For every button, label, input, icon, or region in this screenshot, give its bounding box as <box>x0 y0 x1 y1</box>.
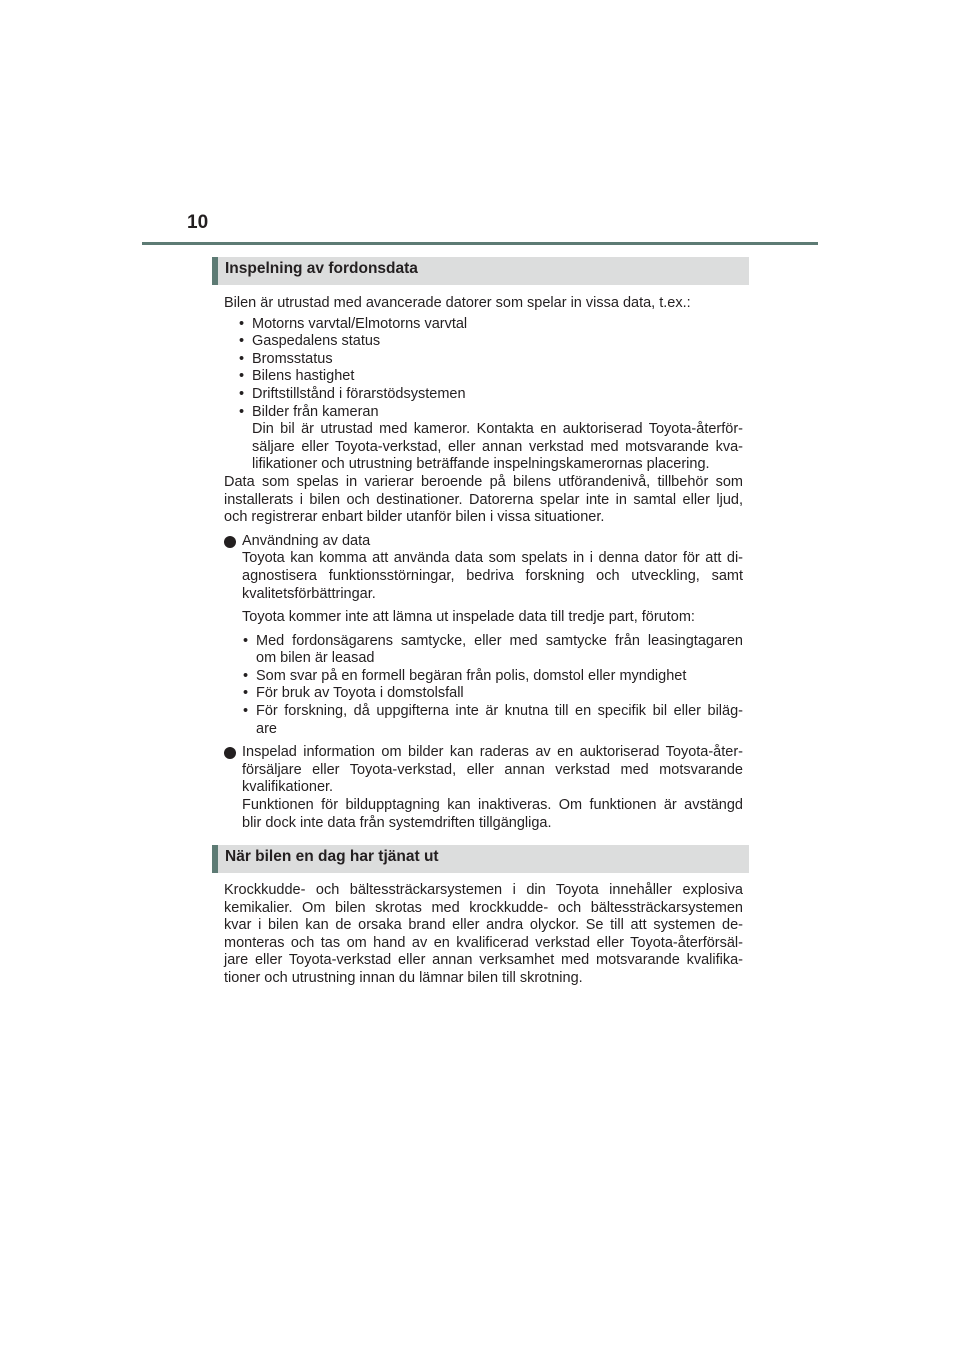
bullet-dot: • <box>243 703 249 720</box>
camera-note-line: lifikationer och utrustning beträffande inspelningskamerornas placering. <box>252 456 710 473</box>
third-party-text: Toyota kommer inte att lämna ut inspelade data till tredje part, förutom: <box>242 609 695 626</box>
section-heading-bar <box>212 257 218 285</box>
para-line: Data som spelas in varierar beroende på bilens utförandenivå, tillbehör som <box>224 473 743 490</box>
list-item-text: Bilens hastighet <box>252 368 355 385</box>
bullet-dot: • <box>239 315 245 332</box>
usage-item <box>224 533 743 551</box>
usage-title: Användning av data <box>242 532 371 549</box>
bullet-circle-icon <box>224 747 236 759</box>
list-item-text: Som svar på en formell begäran från polis, domstol eller myndighet <box>256 667 687 684</box>
erase-line: kvalifikationer. <box>242 779 334 796</box>
para-line: jare eller Toyota-verkstad eller annan verksamhet med motsvarande kvalifika- <box>224 952 743 969</box>
list-item-text: Motorns varvtal/Elmotorns varvtal <box>252 315 468 332</box>
list-item-text: Med fordonsägarens samtycke, eller med samtycke från leasingtagaren <box>256 632 743 649</box>
list-item-text: Bilder från kameran <box>252 403 379 420</box>
list-item-text: Driftstillstånd i förarstödsystemen <box>252 385 466 402</box>
bullet-circle-icon <box>224 536 236 548</box>
list-item <box>224 685 743 703</box>
list-item <box>224 703 743 721</box>
list-item-continuation: om bilen är leasad <box>256 650 375 667</box>
list-item-text: För bruk av Toyota i domstolsfall <box>256 685 464 702</box>
usage-line: kvalitetsförbättringar. <box>242 585 376 602</box>
bullet-dot: • <box>239 385 245 402</box>
section-recording-body <box>224 295 743 832</box>
bullet-dot: • <box>239 333 245 350</box>
page-number: 10 <box>187 212 209 233</box>
bullet-dot: • <box>239 403 245 420</box>
header-rule <box>142 242 818 245</box>
section-heading-title: Inspelning av fordonsdata <box>225 260 418 277</box>
para-line: kvar i bilen kan de orsaka brand eller andra olyckor. Se till att systemen de- <box>224 917 743 934</box>
list-item <box>224 351 743 369</box>
para-line: och registrerar enbart bilder utanför bilen i vissa situationer. <box>224 509 605 526</box>
list-item-text: För forskning, då uppgifterna inte är knutna till en specifik bil eller biläg- <box>256 703 743 720</box>
camera-note-line: säljare eller Toyota-verkstad, eller annan verkstad med motsvarande kva- <box>252 438 743 455</box>
usage-line: Toyota kan komma att använda data som spelats in i denna dator för att di- <box>242 550 743 567</box>
list-item <box>224 368 743 386</box>
erase-line: försäljare eller Toyota-verkstad, eller annan verkstad med motsvarande <box>242 761 743 778</box>
list-item <box>224 316 743 334</box>
list-item <box>224 633 743 651</box>
erase-item <box>224 744 743 762</box>
para-line: tioner och utrustning innan du lämnar bilen till skrotning. <box>224 969 583 986</box>
list-item-continuation: are <box>256 720 277 737</box>
section-heading-recording <box>212 257 749 285</box>
list-item <box>224 404 743 422</box>
erase-line: Funktionen för bildupptagning kan inaktiveras. Om funktionen är avstängd <box>242 797 743 814</box>
erase-line: Inspelad information om bilder kan raderas av en auktoriserad Toyota-åter- <box>242 744 743 761</box>
bullet-dot: • <box>239 368 245 385</box>
list-item-text: Bromsstatus <box>252 350 333 367</box>
list-item-text: Gaspedalens status <box>252 333 381 350</box>
list-item <box>224 386 743 404</box>
erase-line: blir dock inte data från systemdriften tillgängliga. <box>242 814 552 831</box>
usage-line: agnostisera funktionsstörningar, bedriva forskning och utveckling, samt <box>242 567 743 584</box>
list-item <box>224 333 743 351</box>
para-line: kemikalier. Om bilen skrotas med krockkudde- och bältessträckarsystemen <box>224 899 743 916</box>
bullet-dot: • <box>239 350 245 367</box>
section-heading-end-of-life <box>212 845 749 873</box>
para-line: monteras och tas om hand av en kvalificerad verkstad eller Toyota-återförsäl- <box>224 934 743 951</box>
section-heading-title: När bilen en dag har tjänat ut <box>225 848 439 865</box>
section-heading-bar <box>212 845 218 873</box>
bullet-dot: • <box>243 632 249 649</box>
bullet-dot: • <box>243 685 249 702</box>
intro-text: Bilen är utrustad med avancerade datorer som spelar in vissa data, t.ex.: <box>224 295 691 311</box>
camera-note-line: Din bil är utrustad med kameror. Kontakta en auktoriserad Toyota-återför- <box>252 421 743 438</box>
bullet-dot: • <box>243 667 249 684</box>
para-line: installerats i bilen och destinationer. Datorerna spelar inte in samtal eller ljud, <box>224 491 743 508</box>
para-line: Krockkudde- och bältessträckarsystemen i din Toyota innehåller explosiva <box>224 882 743 898</box>
list-item <box>224 668 743 686</box>
section-end-of-life-body <box>224 882 743 988</box>
